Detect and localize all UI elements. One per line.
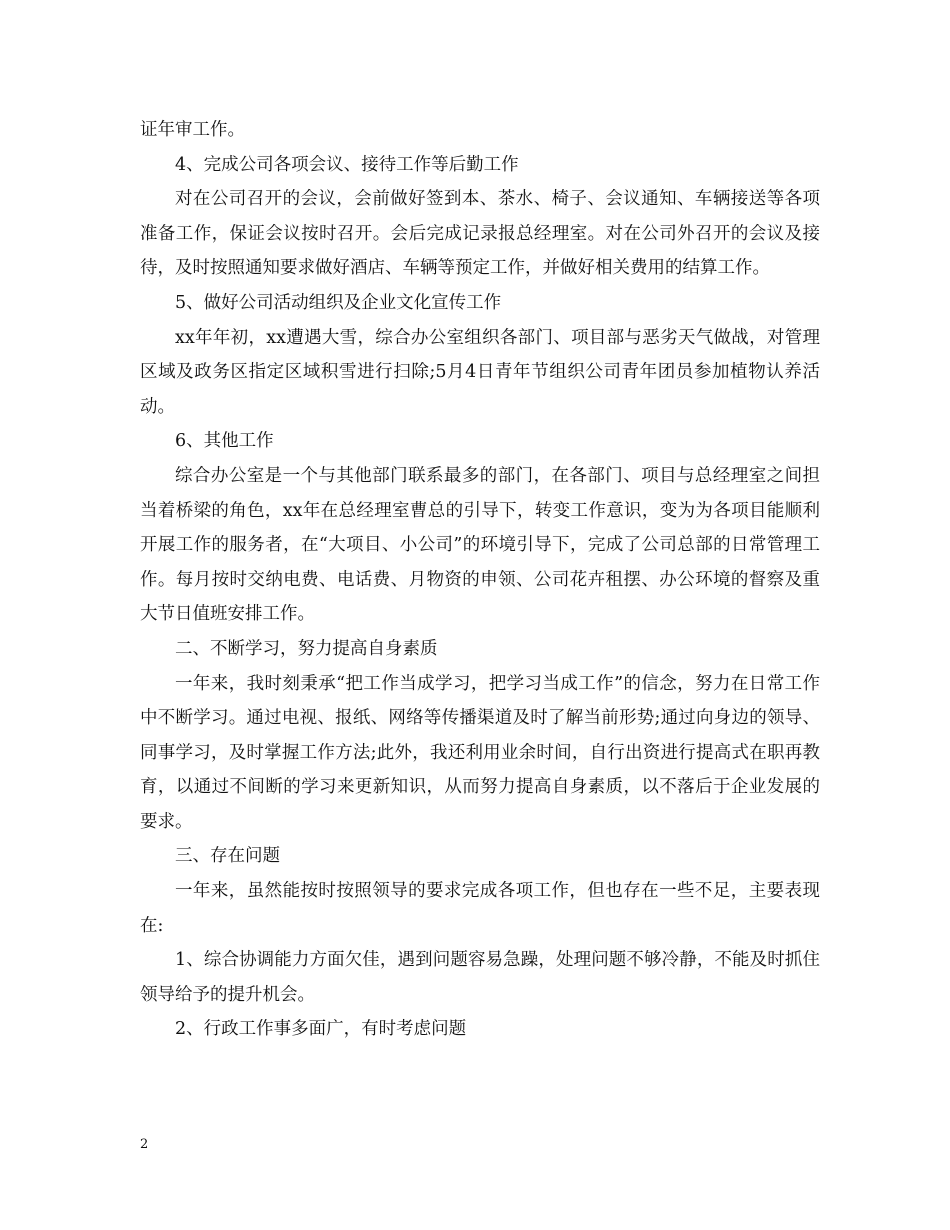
section-heading-problems: 三、存在问题 [175,846,280,867]
paragraph-study: 一年来，我时刻秉承“把工作当成学习，把学习当成工作”的信念，努力在日常工作中不断学习。通过电视、报纸、网络等传播渠道及时了解当前形势;通过向身边的领导、同事学习，及时掌握工作方法;此外，我还利用业余时间，自行出资进行提高式在职再教育，以通过不间断的学习来更新知识，从而努力提高自身素质，以不落后于企业发展的要求。 [140,673,820,832]
paragraph-meetings: 对在公司召开的会议，会前做好签到本、茶水、椅子、会议通知、车辆接送等各项准备工作，保证会议按时召开。会后完成记录报总经理室。对在公司外召开的会议及接待，及时按照通知要求做好酒店、车辆等预定工作，并做好相关费用的结算工作。 [140,189,820,279]
section-heading-4: 4、完成公司各项会议、接待工作等后勤工作 [175,154,519,175]
document-body [140,113,820,1047]
list-item-problem-2: 2、行政工作事多面广，有时考虑问题 [175,1019,467,1040]
paragraph-problems-intro: 一年来，虽然能按时按照领导的要求完成各项工作，但也存在一些不足，主要表现在: [140,881,820,936]
paragraph-activities: xx年年初，xx遭遇大雪，综合办公室组织各部门、项目部与恶劣天气做战，对管理区域及政务区指定区域积雪进行扫除;5月4日青年节组织公司青年团员参加植物认养活动。 [140,327,820,417]
page-number: 2 [140,1137,149,1152]
section-heading-5: 5、做好公司活动组织及企业文化宣传工作 [175,292,502,313]
section-heading-6: 6、其他工作 [175,431,274,452]
paragraph-continuation: 证年审工作。 [140,120,245,140]
paragraph-other-work: 综合办公室是一个与其他部门联系最多的部门，在各部门、项目与总经理室之间担当着桥梁的角色，xx年在总经理室曹总的引导下，转变工作意识，变为为各项目能顺利开展工作的服务者，在“大项目、小公司”的环境引导下，完成了公司总部的日常管理工作。每月按时交纳电费、电话费、月物资的申领、公司花卉租摆、办公环境的督察及重大节日值班安排工作。 [140,465,820,625]
list-item-problem-1: 1、综合协调能力方面欠佳，遇到问题容易急躁，处理问题不够冷静，不能及时抓住领导给予的提升机会。 [140,950,820,1005]
section-heading-study: 二、不断学习，努力提高自身素质 [175,638,438,659]
